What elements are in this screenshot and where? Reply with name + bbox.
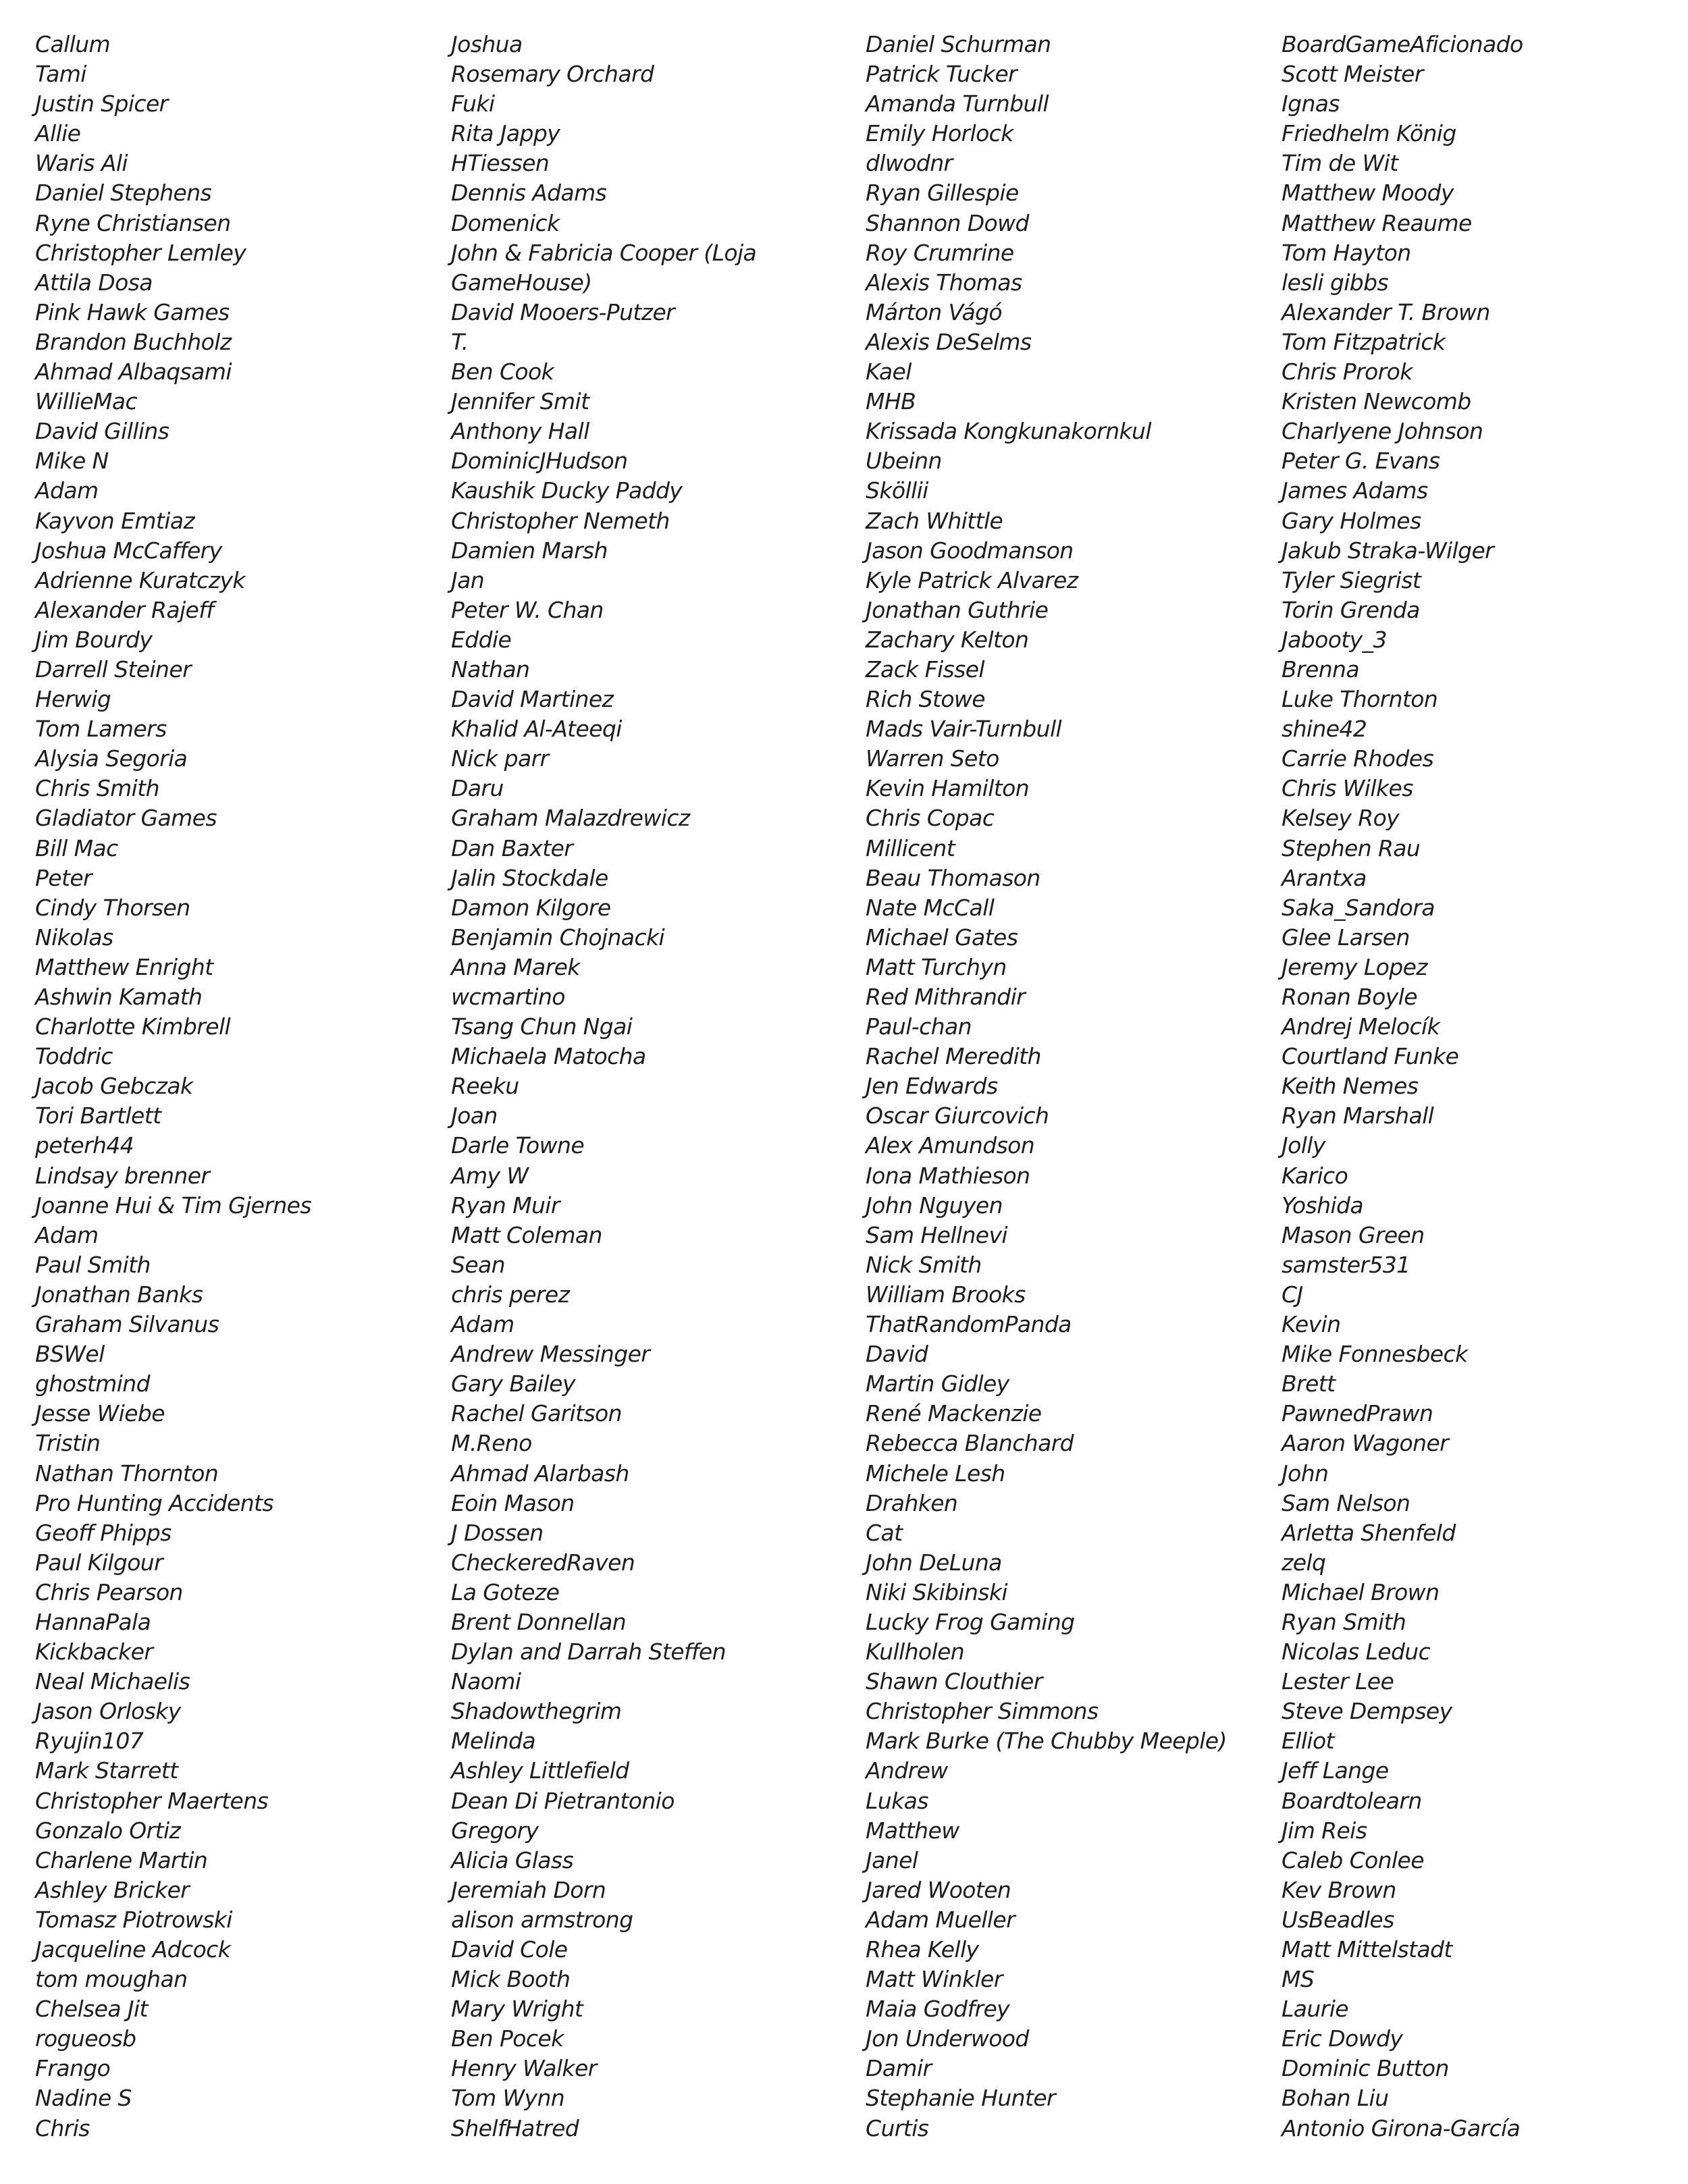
name-entry: CJ — [1282, 1281, 1303, 1308]
name-entry: Kael — [866, 358, 912, 385]
name-entry: Mike Fonnesbeck — [1282, 1341, 1468, 1368]
name-entry: Waris Ali — [35, 150, 128, 177]
name-entry: Chris Prorok — [1282, 358, 1413, 385]
name-entry: Alexis DeSelms — [866, 328, 1032, 355]
name-entry: Iona Mathieson — [866, 1162, 1030, 1189]
name-entry: PawnedPrawn — [1282, 1400, 1433, 1427]
name-entry: Patrick Tucker — [866, 61, 1018, 88]
name-entry: Kristen Newcomb — [1282, 388, 1471, 415]
name-entry: CheckeredRaven — [451, 1549, 635, 1576]
name-entry: Zachary Kelton — [866, 626, 1029, 653]
name-entry: Matt Mittelstadt — [1282, 1936, 1452, 1963]
name-entry: Herwig — [35, 686, 111, 713]
name-entry: Stephanie Hunter — [866, 2085, 1056, 2112]
name-entry: Ubeinn — [866, 448, 942, 475]
name-entry: Rich Stowe — [866, 686, 986, 713]
name-entry: Carrie Rhodes — [1282, 745, 1434, 772]
name-entry: Jen Edwards — [866, 1073, 998, 1100]
name-entry: Jeremiah Dorn — [451, 1876, 606, 1903]
name-entry: Red Mithrandir — [866, 984, 1026, 1010]
name-entry: Torin Grenda — [1282, 596, 1420, 623]
name-entry: Anna Marek — [451, 953, 580, 980]
name-entry: Martin Gidley — [866, 1370, 1009, 1397]
name-entry: Lindsay brenner — [35, 1162, 210, 1189]
name-entry: Sköllii — [866, 477, 928, 504]
name-entry: Christopher Nemeth — [451, 507, 670, 534]
name-entry: Peter W. Chan — [451, 596, 604, 623]
name-entry: Tori Bartlett — [35, 1102, 161, 1129]
name-entry: Kyle Patrick Alvarez — [866, 566, 1078, 593]
name-entry: Joshua McCaffery — [35, 537, 222, 564]
name-entry: Peter G. Evans — [1282, 448, 1440, 475]
name-entry: Jeff Lange — [1282, 1757, 1389, 1784]
name-entry: Andrew — [866, 1757, 948, 1784]
name-entry: Kullholen — [866, 1639, 965, 1666]
name-entry: Jonathan Guthrie — [866, 596, 1049, 623]
name-entry: David — [866, 1341, 928, 1368]
name-entry: Michael Gates — [866, 924, 1018, 951]
name-entry: Dennis Adams — [451, 180, 607, 207]
name-entry: Nick parr — [451, 745, 549, 772]
name-entry: Graham Malazdrewicz — [451, 805, 690, 832]
name-entry: Antonio Girona-García — [1282, 2114, 1521, 2141]
name-entry: Darrell Steiner — [35, 656, 192, 683]
name-entry: Lucky Frog Gaming — [866, 1608, 1075, 1635]
name-entry: Caleb Conlee — [1282, 1846, 1424, 1873]
name-entry: Dominic Button — [1282, 2055, 1449, 2082]
name-entry: Anthony Hall — [451, 418, 589, 445]
name-entry: Ryan Marshall — [1282, 1102, 1434, 1129]
name-entry: Melinda — [451, 1728, 535, 1755]
name-entry: Kayvon Emtiaz — [35, 507, 195, 534]
name-entry: peterh44 — [35, 1132, 134, 1159]
name-entry: Rita Jappy — [451, 120, 560, 147]
name-entry: Daniel Schurman — [866, 31, 1051, 57]
name-entry: Charlyene Johnson — [1282, 418, 1483, 445]
name-entry: John Nguyen — [866, 1192, 1003, 1219]
name-entry: ghostmind — [35, 1370, 150, 1397]
name-entry: Drahken — [866, 1489, 958, 1516]
name-entry: Glee Larsen — [1282, 924, 1410, 951]
name-entry: Ryan Muir — [451, 1192, 560, 1219]
name-entry: Roy Crumrine — [866, 239, 1014, 266]
name-entry: M.Reno — [451, 1430, 532, 1457]
name-entry: Chris Pearson — [35, 1578, 183, 1605]
name-entry: Nick Smith — [866, 1251, 982, 1278]
name-entry: GameHouse) — [451, 269, 592, 296]
name-entry: Chris Smith — [35, 775, 159, 802]
name-entry: Jon Underwood — [866, 2025, 1029, 2052]
name-column-3 — [866, 30, 1227, 2143]
name-entry: Alysia Segoria — [35, 745, 188, 772]
name-entry: Christopher Lemley — [35, 239, 246, 266]
name-entry: Damien Marsh — [451, 537, 608, 564]
name-entry: Alicia Glass — [451, 1846, 574, 1873]
name-entry: David Mooers-Putzer — [451, 298, 675, 325]
name-entry: Ashwin Kamath — [35, 984, 203, 1010]
name-entry: Matt Coleman — [451, 1221, 602, 1248]
name-entry: wcmartino — [451, 984, 565, 1010]
name-entry: Ahmad Alarbash — [451, 1460, 629, 1487]
name-entry: Adam — [35, 1221, 99, 1248]
name-entry: Matthew Moody — [1282, 180, 1454, 207]
name-entry: Alex Amundson — [866, 1132, 1035, 1159]
name-entry: Pro Hunting Accidents — [35, 1489, 273, 1516]
name-entry: Sam Nelson — [1282, 1489, 1410, 1516]
name-entry: Joanne Hui & Tim Gjernes — [35, 1192, 311, 1219]
name-entry: tom moughan — [35, 1966, 188, 1993]
name-entry: Naomi — [451, 1668, 521, 1695]
name-entry: Nadine S — [35, 2085, 132, 2112]
name-entry: René Mackenzie — [866, 1400, 1042, 1427]
name-entry: Mary Wright — [451, 1996, 583, 2023]
name-entry: Nathan Thornton — [35, 1460, 219, 1487]
name-entry: David Cole — [451, 1936, 568, 1963]
name-column-1 — [35, 30, 311, 2143]
name-entry: MHB — [866, 388, 916, 415]
name-entry: BoardGameAficionado — [1282, 31, 1523, 57]
name-entry: Tomasz Piotrowski — [35, 1906, 232, 1933]
name-entry: Tsang Chun Ngai — [451, 1013, 633, 1040]
name-entry: David Gillins — [35, 418, 169, 445]
name-entry: Christopher Simmons — [866, 1698, 1099, 1725]
name-entry: Gary Bailey — [451, 1370, 575, 1397]
name-entry: Rebecca Blanchard — [866, 1430, 1074, 1457]
name-entry: Paul Kilgour — [35, 1549, 163, 1576]
name-entry: Mason Green — [1282, 1221, 1425, 1248]
name-entry: Chris Copac — [866, 805, 995, 832]
name-entry: Courtland Funke — [1282, 1043, 1459, 1070]
name-entry: Curtis — [866, 2114, 929, 2141]
name-entry: Kevin — [1282, 1311, 1341, 1338]
name-entry: Eric Dowdy — [1282, 2025, 1403, 2052]
name-entry: Sean — [451, 1251, 505, 1278]
name-entry: Kickbacker — [35, 1639, 153, 1666]
name-entry: Chris — [35, 2114, 90, 2141]
name-entry: Adrienne Kuratczyk — [35, 566, 245, 593]
name-entry: Neal Michaelis — [35, 1668, 190, 1695]
name-entry: chris perez — [451, 1281, 570, 1308]
name-entry: Frango — [35, 2055, 111, 2082]
name-entry: Andrej Melocík — [1282, 1013, 1440, 1040]
name-entry: Boardtolearn — [1282, 1787, 1422, 1814]
name-entry: Nikolas — [35, 924, 113, 951]
name-entry: Elliot — [1282, 1728, 1334, 1755]
name-entry: Ronan Boyle — [1282, 984, 1417, 1010]
name-entry: Darle Towne — [451, 1132, 585, 1159]
name-entry: Kelsey Roy — [1282, 805, 1400, 832]
name-entry: Nicolas Leduc — [1282, 1639, 1431, 1666]
name-entry: Ryujin107 — [35, 1728, 144, 1755]
name-entry: Adam — [35, 477, 99, 504]
name-entry: Saka_Sandora — [1282, 894, 1435, 921]
name-entry: Mads Vair-Turnbull — [866, 716, 1062, 743]
name-entry: Jeremy Lopez — [1282, 953, 1428, 980]
name-entry: Nate McCall — [866, 894, 995, 921]
name-entry: Luke Thornton — [1282, 686, 1438, 713]
name-entry: Friedhelm König — [1282, 120, 1456, 147]
name-entry: Jacqueline Adcock — [35, 1936, 231, 1963]
name-entry: Dan Baxter — [451, 834, 573, 861]
name-entry: Niki Skibinski — [866, 1578, 1007, 1605]
name-entry: Henry Walker — [451, 2055, 597, 2082]
name-entry: Ben Pocek — [451, 2025, 564, 2052]
name-entry: Matthew Reaume — [1282, 209, 1472, 236]
name-entry: David Martinez — [451, 686, 614, 713]
name-entry: J Dossen — [451, 1519, 544, 1546]
name-entry: Millicent — [866, 834, 955, 861]
name-entry: Alexander Rajeff — [35, 596, 214, 623]
name-entry: T. — [451, 328, 469, 355]
name-entry: Stephen Rau — [1282, 834, 1421, 861]
name-entry: Rachel Meredith — [866, 1043, 1041, 1070]
name-entry: dlwodnr — [866, 150, 953, 177]
name-entry: Matt Winkler — [866, 1966, 1003, 1993]
name-entry: Callum — [35, 31, 111, 57]
name-entry: Adam Mueller — [866, 1906, 1016, 1933]
name-entry: Gladiator Games — [35, 805, 217, 832]
name-entry: Joan — [451, 1102, 498, 1129]
name-entry: Allie — [35, 120, 81, 147]
name-entry: Kev Brown — [1282, 1876, 1396, 1903]
name-entry: Márton Vágó — [866, 298, 1003, 325]
name-entry: Karico — [1282, 1162, 1348, 1189]
name-entry: Michele Lesh — [866, 1460, 1005, 1487]
name-entry: Michaela Matocha — [451, 1043, 646, 1070]
name-entry: Beau Thomason — [866, 864, 1040, 891]
name-entry: WillieMac — [35, 388, 138, 415]
name-entry: Jolly — [1282, 1132, 1325, 1159]
name-entry: Damon Kilgore — [451, 894, 611, 921]
name-entry: Dylan and Darrah Steffen — [451, 1639, 726, 1666]
name-entry: Lukas — [866, 1787, 928, 1814]
name-entry: Charlene Martin — [35, 1846, 208, 1873]
name-entry: Aaron Wagoner — [1282, 1430, 1449, 1457]
name-entry: Warren Seto — [866, 745, 999, 772]
name-entry: Shawn Clouthier — [866, 1668, 1043, 1695]
name-entry: Brandon Buchholz — [35, 328, 232, 355]
name-entry: Jacob Gebczak — [35, 1073, 193, 1100]
name-entry: Ashley Bricker — [35, 1876, 190, 1903]
name-entry: Brent Donnellan — [451, 1608, 627, 1635]
name-entry: Tyler Siegrist — [1282, 566, 1421, 593]
name-entry: Justin Spicer — [35, 90, 168, 117]
name-entry: Tami — [35, 61, 86, 88]
name-entry: Jesse Wiebe — [35, 1400, 165, 1427]
name-entry: Janel — [866, 1846, 918, 1873]
name-entry: HTiessen — [451, 150, 550, 177]
name-entry: Yoshida — [1282, 1192, 1363, 1219]
name-entry: Mick Booth — [451, 1966, 571, 1993]
name-entry: Amy W — [451, 1162, 529, 1189]
name-entry: Jan — [451, 566, 485, 593]
name-entry: Benjamin Chojnacki — [451, 924, 665, 951]
name-entry: Joshua — [451, 31, 523, 57]
name-entry: Mark Starrett — [35, 1757, 178, 1784]
name-entry: Rosemary Orchard — [451, 61, 654, 88]
name-entry: Jason Goodmanson — [866, 537, 1074, 564]
name-entry: Kaushik Ducky Paddy — [451, 477, 683, 504]
name-entry: Ryne Christiansen — [35, 209, 231, 236]
name-entry: BSWel — [35, 1341, 105, 1368]
name-entry: Jennifer Smit — [451, 388, 589, 415]
name-entry: Adam — [451, 1311, 515, 1338]
name-entry: Kevin Hamilton — [866, 775, 1030, 802]
name-entry: Reeku — [451, 1073, 519, 1100]
name-entry: Gregory — [451, 1817, 539, 1844]
name-entry: Maia Godfrey — [866, 1996, 1010, 2023]
name-entry: Scott Meister — [1282, 61, 1423, 88]
name-entry: Krissada Kongkunakornkul — [866, 418, 1151, 445]
name-entry: Tim de Wit — [1282, 150, 1398, 177]
name-entry: Bill Mac — [35, 834, 118, 861]
name-entry: William Brooks — [866, 1281, 1026, 1308]
name-entry: Mark Burke (The Chubby Meeple) — [866, 1728, 1227, 1755]
name-entry: Tom Lamers — [35, 716, 167, 743]
name-entry: Ahmad Albaqsami — [35, 358, 232, 385]
name-entry: Eoin Mason — [451, 1489, 575, 1516]
name-entry: Sam Hellnevi — [866, 1221, 1007, 1248]
name-entry: Jakub Straka-Wilger — [1282, 537, 1494, 564]
name-entry: lesli gibbs — [1282, 269, 1389, 296]
name-entry: Mike N — [35, 448, 109, 475]
name-entry: Shannon Dowd — [866, 209, 1029, 236]
name-entry: Nathan — [451, 656, 530, 683]
name-entry: Zach Whittle — [866, 507, 1003, 534]
name-entry: alison armstrong — [451, 1906, 633, 1933]
name-entry: Cindy Thorsen — [35, 894, 190, 921]
name-entry: Tom Fitzpatrick — [1282, 328, 1446, 355]
name-entry: Oscar Giurcovich — [866, 1102, 1049, 1129]
name-entry: Zack Fissel — [866, 656, 984, 683]
name-entry: Arletta Shenfeld — [1282, 1519, 1456, 1546]
name-entry: Christopher Maertens — [35, 1787, 269, 1814]
name-entry: La Goteze — [451, 1578, 560, 1605]
name-entry: Charlotte Kimbrell — [35, 1013, 231, 1040]
name-entry: Bohan Liu — [1282, 2085, 1389, 2112]
name-entry: Gonzalo Ortiz — [35, 1817, 181, 1844]
name-entry: Alexis Thomas — [866, 269, 1022, 296]
name-entry: Matthew Enright — [35, 953, 213, 980]
name-entry: Toddric — [35, 1043, 113, 1070]
name-column-4 — [1282, 30, 1523, 2143]
name-entry: Laurie — [1282, 1996, 1348, 2023]
name-entry: Dean Di Pietrantonio — [451, 1787, 675, 1814]
name-entry: John — [1282, 1460, 1329, 1487]
name-entry: Chelsea Jit — [35, 1996, 148, 2023]
name-entry: Eddie — [451, 626, 512, 653]
name-entry: Gary Holmes — [1282, 507, 1421, 534]
name-entry: Rhea Kelly — [866, 1936, 979, 1963]
name-entry: Tom Wynn — [451, 2085, 565, 2112]
name-entry: Arantxa — [1282, 864, 1367, 891]
name-entry: Brenna — [1282, 656, 1359, 683]
name-entry: Lester Lee — [1282, 1668, 1394, 1695]
name-entry: Jim Bourdy — [35, 626, 153, 653]
name-entry: Matthew — [866, 1817, 959, 1844]
name-entry: Geoff Phipps — [35, 1519, 172, 1546]
name-entry: Peter — [35, 864, 93, 891]
name-entry: Tristin — [35, 1430, 101, 1457]
name-entry: samster531 — [1282, 1251, 1410, 1278]
name-entry: Alexander T. Brown — [1282, 298, 1490, 325]
name-entry: Ignas — [1282, 90, 1340, 117]
name-entry: Jim Reis — [1282, 1817, 1367, 1844]
name-entry: John DeLuna — [866, 1549, 1002, 1576]
name-entry: Tom Hayton — [1282, 239, 1411, 266]
name-entry: Attila Dosa — [35, 269, 153, 296]
name-entry: Keith Nemes — [1282, 1073, 1419, 1100]
name-entry: Amanda Turnbull — [866, 90, 1049, 117]
name-entry: Paul Smith — [35, 1251, 151, 1278]
name-entry: Khalid Al-Ateeqi — [451, 716, 622, 743]
name-entry: Graham Silvanus — [35, 1311, 219, 1338]
name-entry: Matt Turchyn — [866, 953, 1007, 980]
name-entry: Paul-chan — [866, 1013, 972, 1040]
name-entry: Steve Dempsey — [1282, 1698, 1452, 1725]
name-entry: zelq — [1282, 1549, 1326, 1576]
name-entry: Jonathan Banks — [35, 1281, 203, 1308]
name-entry: Brett — [1282, 1370, 1336, 1397]
name-entry: Daru — [451, 775, 504, 802]
name-entry: MS — [1282, 1966, 1315, 1993]
name-entry: Ryan Gillespie — [866, 180, 1019, 207]
name-entry: Ashley Littlefield — [451, 1757, 629, 1784]
name-entry: Michael Brown — [1282, 1578, 1440, 1605]
name-entry: HannaPala — [35, 1608, 151, 1635]
name-entry: Daniel Stephens — [35, 180, 212, 207]
name-entry: Chris Wilkes — [1282, 775, 1413, 802]
name-entry: Andrew Messinger — [451, 1341, 650, 1368]
name-entry: Rachel Garitson — [451, 1400, 622, 1427]
name-entry: Pink Hawk Games — [35, 298, 230, 325]
name-entry: Jason Orlosky — [35, 1698, 181, 1725]
name-entry: Ryan Smith — [1282, 1608, 1406, 1635]
name-entry: John & Fabricia Cooper (Loja — [451, 239, 757, 266]
name-entry: shine42 — [1282, 716, 1367, 743]
name-entry: Ben Cook — [451, 358, 554, 385]
name-entry: ThatRandomPanda — [866, 1311, 1072, 1338]
name-entry: ShelfHatred — [451, 2114, 579, 2141]
name-entry: Shadowthegrim — [451, 1698, 622, 1725]
name-entry: rogueosb — [35, 2025, 136, 2052]
name-entry: Cat — [866, 1519, 903, 1546]
name-entry: Domenick — [451, 209, 560, 236]
name-entry: UsBeadles — [1282, 1906, 1394, 1933]
name-entry: Fuki — [451, 90, 495, 117]
name-entry: Damir — [866, 2055, 932, 2082]
name-column-2 — [451, 30, 756, 2143]
name-entry: Emily Horlock — [866, 120, 1013, 147]
name-entry: DominicJHudson — [451, 448, 628, 475]
name-entry: Jabooty_3 — [1282, 626, 1387, 653]
name-entry: Jalin Stockdale — [451, 864, 608, 891]
name-entry: Jared Wooten — [866, 1876, 1011, 1903]
name-entry: James Adams — [1282, 477, 1428, 504]
